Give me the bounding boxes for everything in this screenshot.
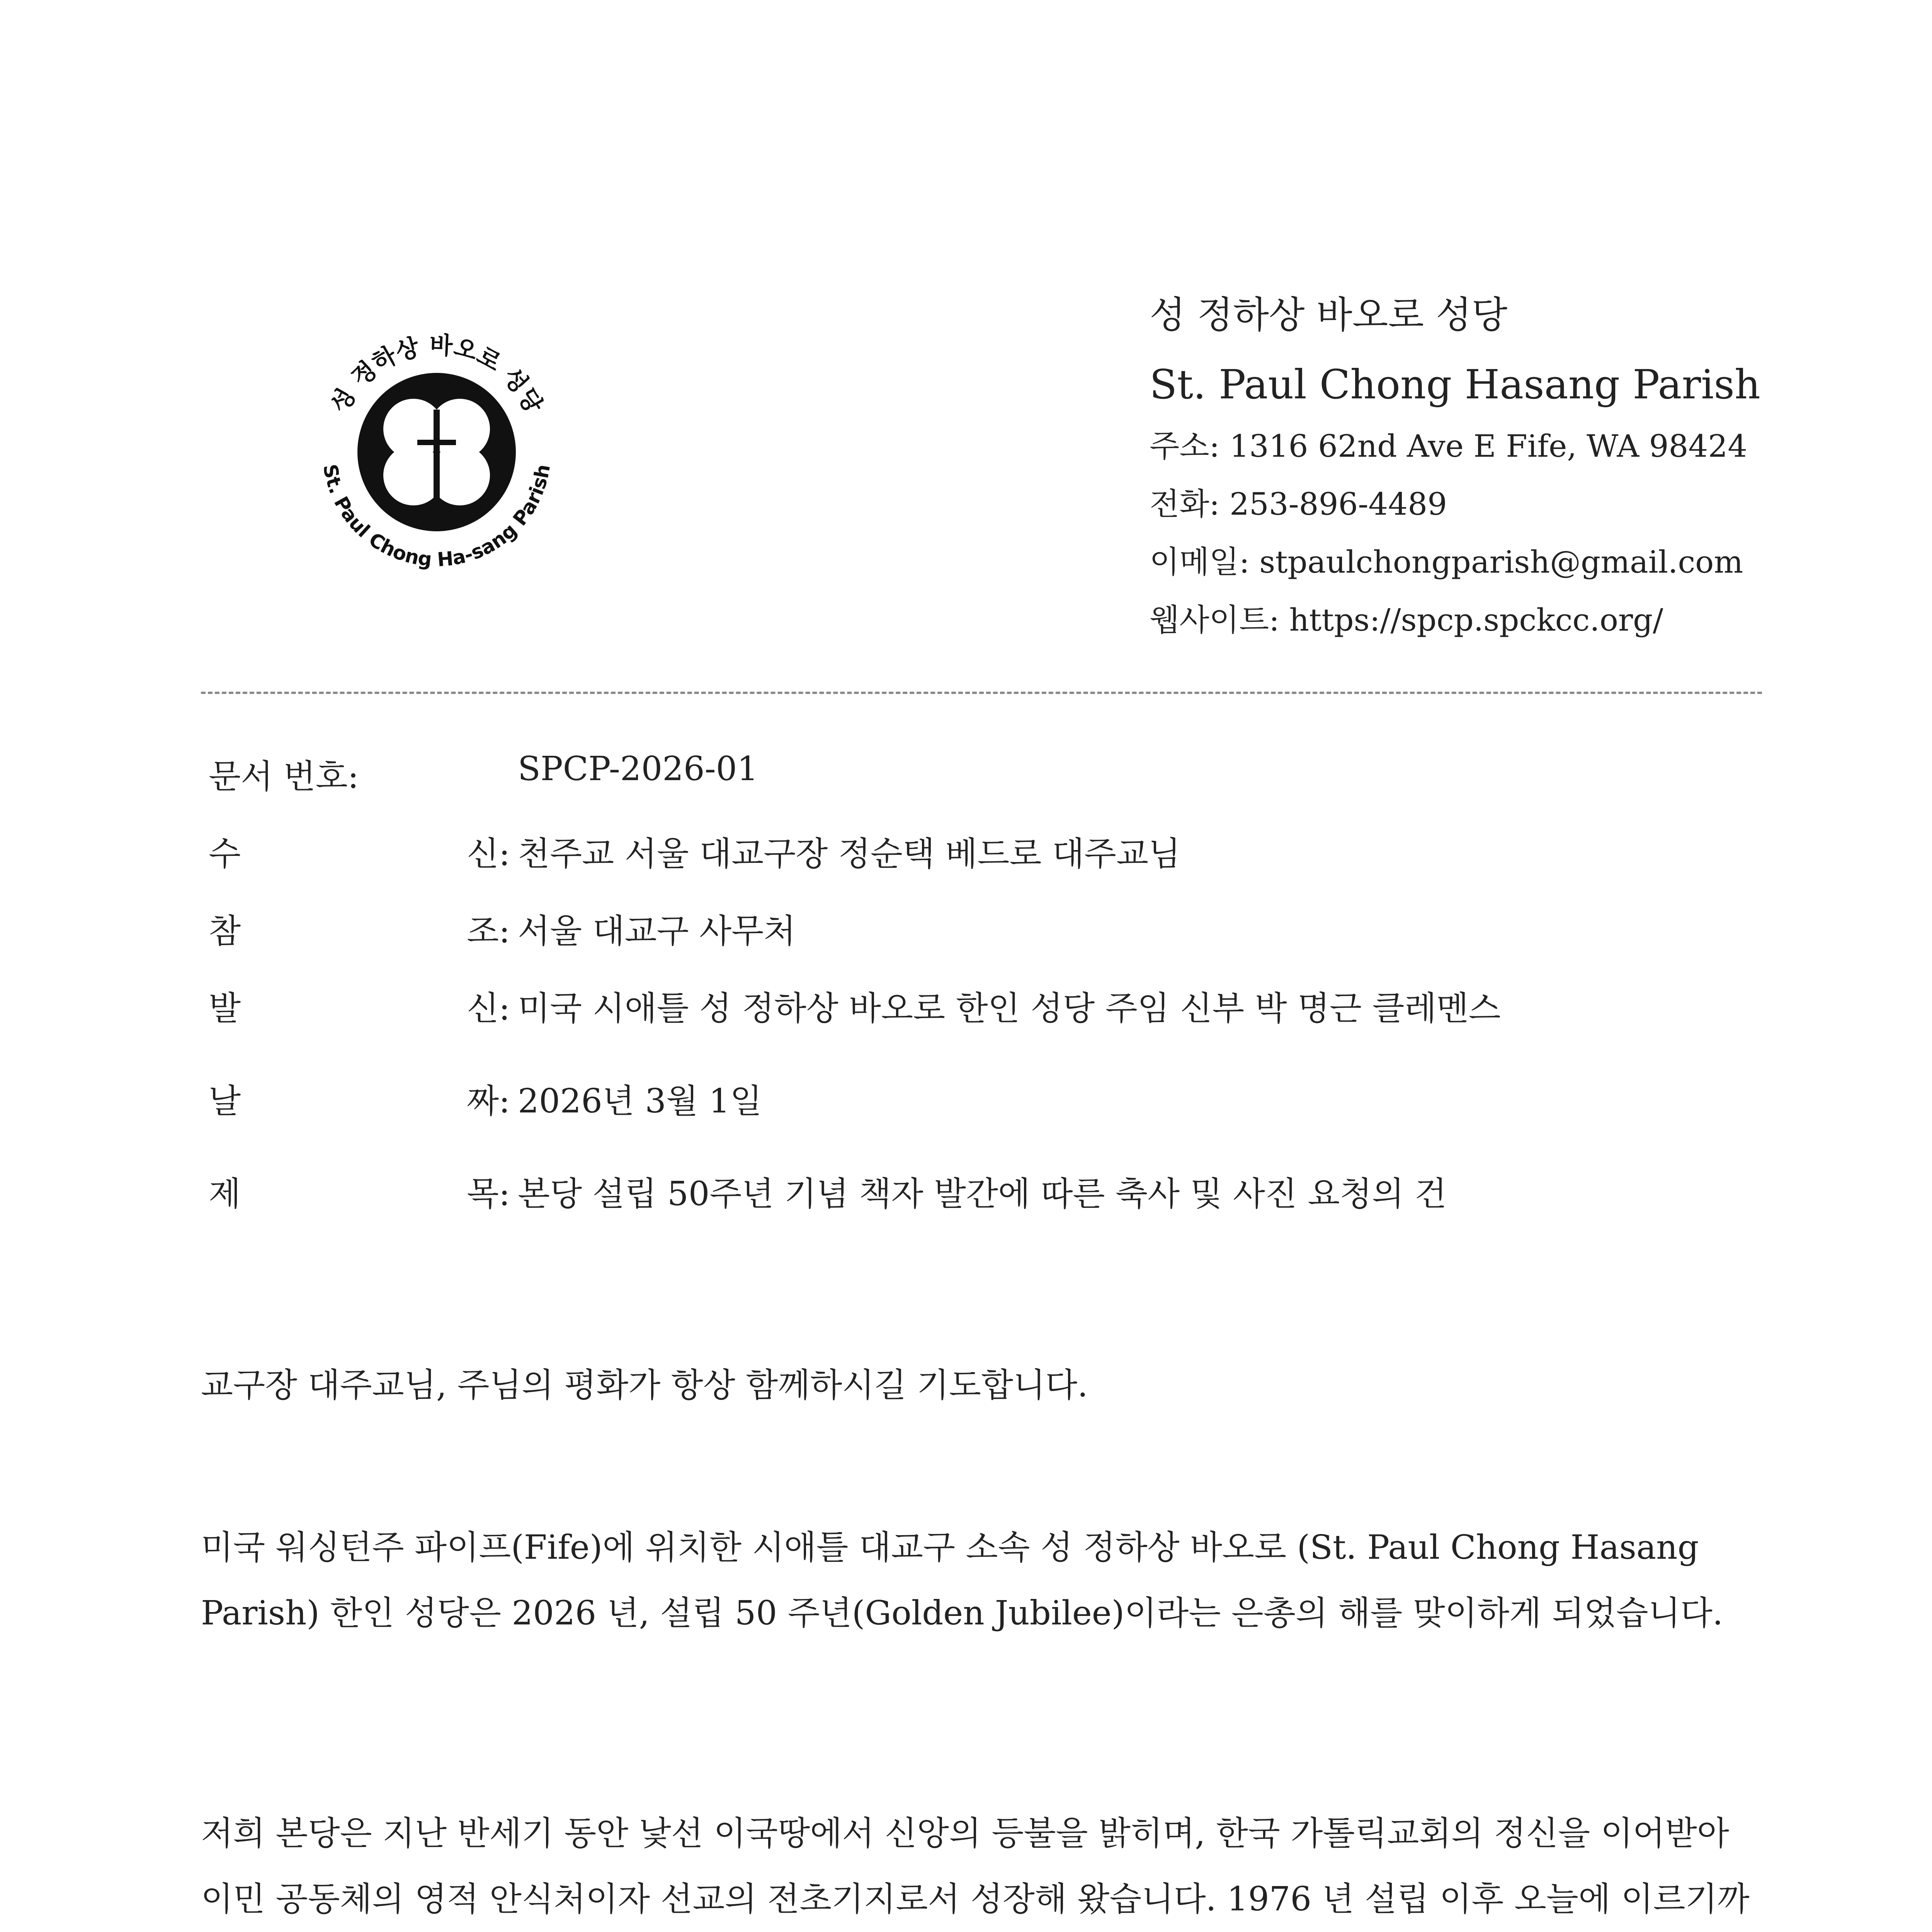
meta-label-char: 발 — [209, 989, 241, 1028]
dashed-divider — [201, 692, 1762, 694]
meta-row-cc — [209, 904, 1754, 981]
org-english-name: St. Paul Chong Hasang Parish — [1150, 361, 1760, 408]
meta-value-subject: 본당 설립 50주년 기념 책자 발간에 따른 축사 및 사진 요청의 건 — [518, 1175, 1447, 1213]
meta-value-doc-no: SPCP-2026-01 — [518, 750, 759, 788]
org-address: 주소: 1316 62nd Ave E Fife, WA 98424 — [1150, 428, 1748, 464]
four-leaf-cross-emblem-icon — [301, 317, 572, 587]
meta-label-char: 참 — [209, 912, 241, 951]
meta-label-recipient — [209, 827, 510, 875]
meta-label-char: 신: — [466, 835, 510, 873]
meta-label-doc-no: 문서 번호: — [209, 757, 359, 796]
meta-row-subject — [209, 1167, 1754, 1244]
meta-label-char: 짜: — [466, 1082, 510, 1121]
letter-paragraph-2: 저희 본당은 지난 반세기 동안 낯선 이국땅에서 신앙의 등불을 밝히며, 한국 가톨릭교회의 정신을 이어받아 이민 공동체의 영적 안식처이자 선교의 전초기지로서 성장해 왔습니다. 1976 년 설립 이후 오늘에 이르기까 — [201, 1814, 1750, 1918]
letterhead-org-info — [1150, 286, 1806, 649]
logo-arc-top-text: 성 정하상 바오로 성당 — [325, 331, 548, 418]
meta-row-sender — [209, 981, 1754, 1074]
org-email: 이메일: stpaulchongparish@gmail.com — [1150, 544, 1743, 580]
meta-label-char: 목: — [466, 1175, 510, 1213]
meta-label-subject — [209, 1167, 510, 1215]
meta-label-char: 수 — [209, 835, 241, 873]
meta-row-recipient — [209, 827, 1754, 904]
meta-label-char: 제 — [209, 1175, 241, 1213]
meta-label-char: 조: — [466, 912, 510, 951]
meta-value-date: 2026년 3월 1일 — [518, 1082, 762, 1121]
meta-row-doc-no — [209, 750, 1754, 827]
letter-greeting: 교구장 대주교님, 주님의 평화가 항상 함께하시길 기도합니다. — [201, 1366, 1088, 1405]
meta-row-date — [209, 1074, 1754, 1167]
meta-value-recipient: 천주교 서울 대교구장 정순택 베드로 대주교님 — [518, 835, 1181, 873]
memo-header — [209, 750, 1754, 1244]
org-korean-name: 성 정하상 바오로 성당 — [1150, 293, 1508, 337]
letter-paragraph-1: 미국 워싱턴주 파이프(Fife)에 위치한 시애틀 대교구 소속 성 정하상 바오로 (St. Paul Chong Hasang Parish) 한인 성당은 2026 년, 설립 50 주년(Golden Jubilee)이라는 은총의 해를 맞이하게 되었습니다. — [201, 1528, 1723, 1633]
meta-label-cc — [209, 904, 510, 952]
org-website: 웹사이트: https://spcp.spckcc.org/ — [1150, 602, 1663, 638]
meta-label-sender — [209, 981, 510, 1029]
meta-label-char: 날 — [209, 1082, 241, 1121]
logo-arc-bottom-text: St. Paul Chong Ha-sang Parish — [318, 462, 555, 571]
meta-value-cc: 서울 대교구 사무처 — [518, 912, 796, 951]
org-phone: 전화: 253-896-4489 — [1150, 486, 1447, 522]
meta-label-date — [209, 1074, 510, 1122]
parish-logo — [301, 317, 572, 587]
meta-value-sender: 미국 시애틀 성 정하상 바오로 한인 성당 주임 신부 박 명근 클레멘스 — [518, 989, 1501, 1028]
meta-label-char: 신: — [466, 989, 510, 1028]
